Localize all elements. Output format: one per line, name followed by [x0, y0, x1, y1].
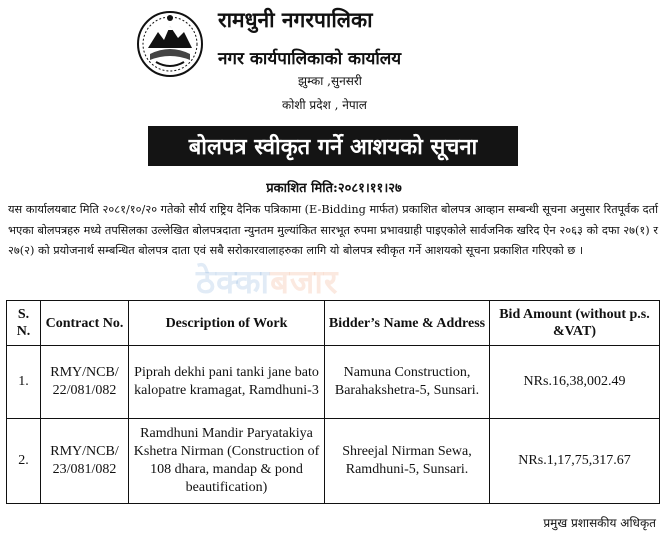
watermark — [196, 258, 338, 303]
table-row — [7, 346, 660, 419]
cell-amount: NRs.16,38,002.49 — [490, 346, 660, 419]
table-header-row — [7, 301, 660, 346]
address-line-2: कोशी प्रदेश , नेपाल — [282, 98, 367, 112]
header-description: Description of Work — [129, 301, 325, 346]
header-bidder: Bidder’s Name & Address — [325, 301, 490, 346]
watermark-part-2: बजार — [270, 262, 339, 301]
header-sn: S. N. — [7, 301, 41, 346]
signature-title: प्रमुख प्रशासकीय अधिकृत — [543, 516, 656, 530]
cell-description: Ramdhuni Mandir Paryatakiya Kshetra Nirman (Construction of 108 dhara, mandap & pond beautification) — [129, 419, 325, 504]
government-emblem-icon — [136, 10, 204, 78]
cell-description: Piprah dekhi pani tanki jane bato kalopatre kramagat, Ramdhuni-3 — [129, 346, 325, 419]
intro-paragraph: यस कार्यालयबाट मिति २०८१/१०/२० गतेको सौर्य राष्ट्रिय दैनिक पत्रिकामा (E-Bidding मार्फत) प्रकाशित बोलपत्र आव्हान सम्बन्धी सूचना अनुसार रितपूर्वक दर्ता भएका बोलपत्रहरु मध्ये तपसिलका उल्लेखित बोलपत्रदाता न्युनतम मुल्यांकित सारभूत रुपमा प्रभावग्राही पाइएकोले सार्वजनिक खरिद ऐन २०६३ को दफा २७(१) र २७(२) को प्रयोजनार्थ सम्बन्धित बोलपत्र दाता एवं सबै सरोकारवालाहरुका लागि यो बोलपत्र स्वीकृत गर्ने आशयको सूचना प्रकाशित गरिएको छ । — [8, 203, 658, 257]
watermark-part-1: ठेक्का — [196, 262, 271, 301]
table-row — [7, 419, 660, 504]
cell-contract: RMY/NCB/ 22/081/082 — [41, 346, 129, 419]
header-contract: Contract No. — [41, 301, 129, 346]
cell-sn: 1. — [7, 346, 41, 419]
office-name: नगर कार्यपालिकाको कार्यालय — [218, 49, 402, 69]
cell-bidder: Shreejal Nirman Sewa, Ramdhuni-5, Sunsari. — [325, 419, 490, 504]
org-name: रामधुनी नगरपालिका — [218, 7, 373, 32]
cell-sn: 2. — [7, 419, 41, 504]
cell-amount: NRs.1,17,75,317.67 — [490, 419, 660, 504]
header-amount: Bid Amount (without p.s. &VAT) — [490, 301, 660, 346]
notice-title: बोलपत्र स्वीकृत गर्ने आशयको सूचना — [148, 126, 518, 166]
published-date: प्रकाशित मिति:२०८१।११।२७ — [266, 181, 402, 196]
cell-contract: RMY/NCB/ 23/081/082 — [41, 419, 129, 504]
bid-table — [6, 300, 660, 504]
cell-bidder: Namuna Construction, Barahakshetra-5, Sunsari. — [325, 346, 490, 419]
address-line-1: झुम्का ,सुनसरी — [298, 74, 362, 88]
